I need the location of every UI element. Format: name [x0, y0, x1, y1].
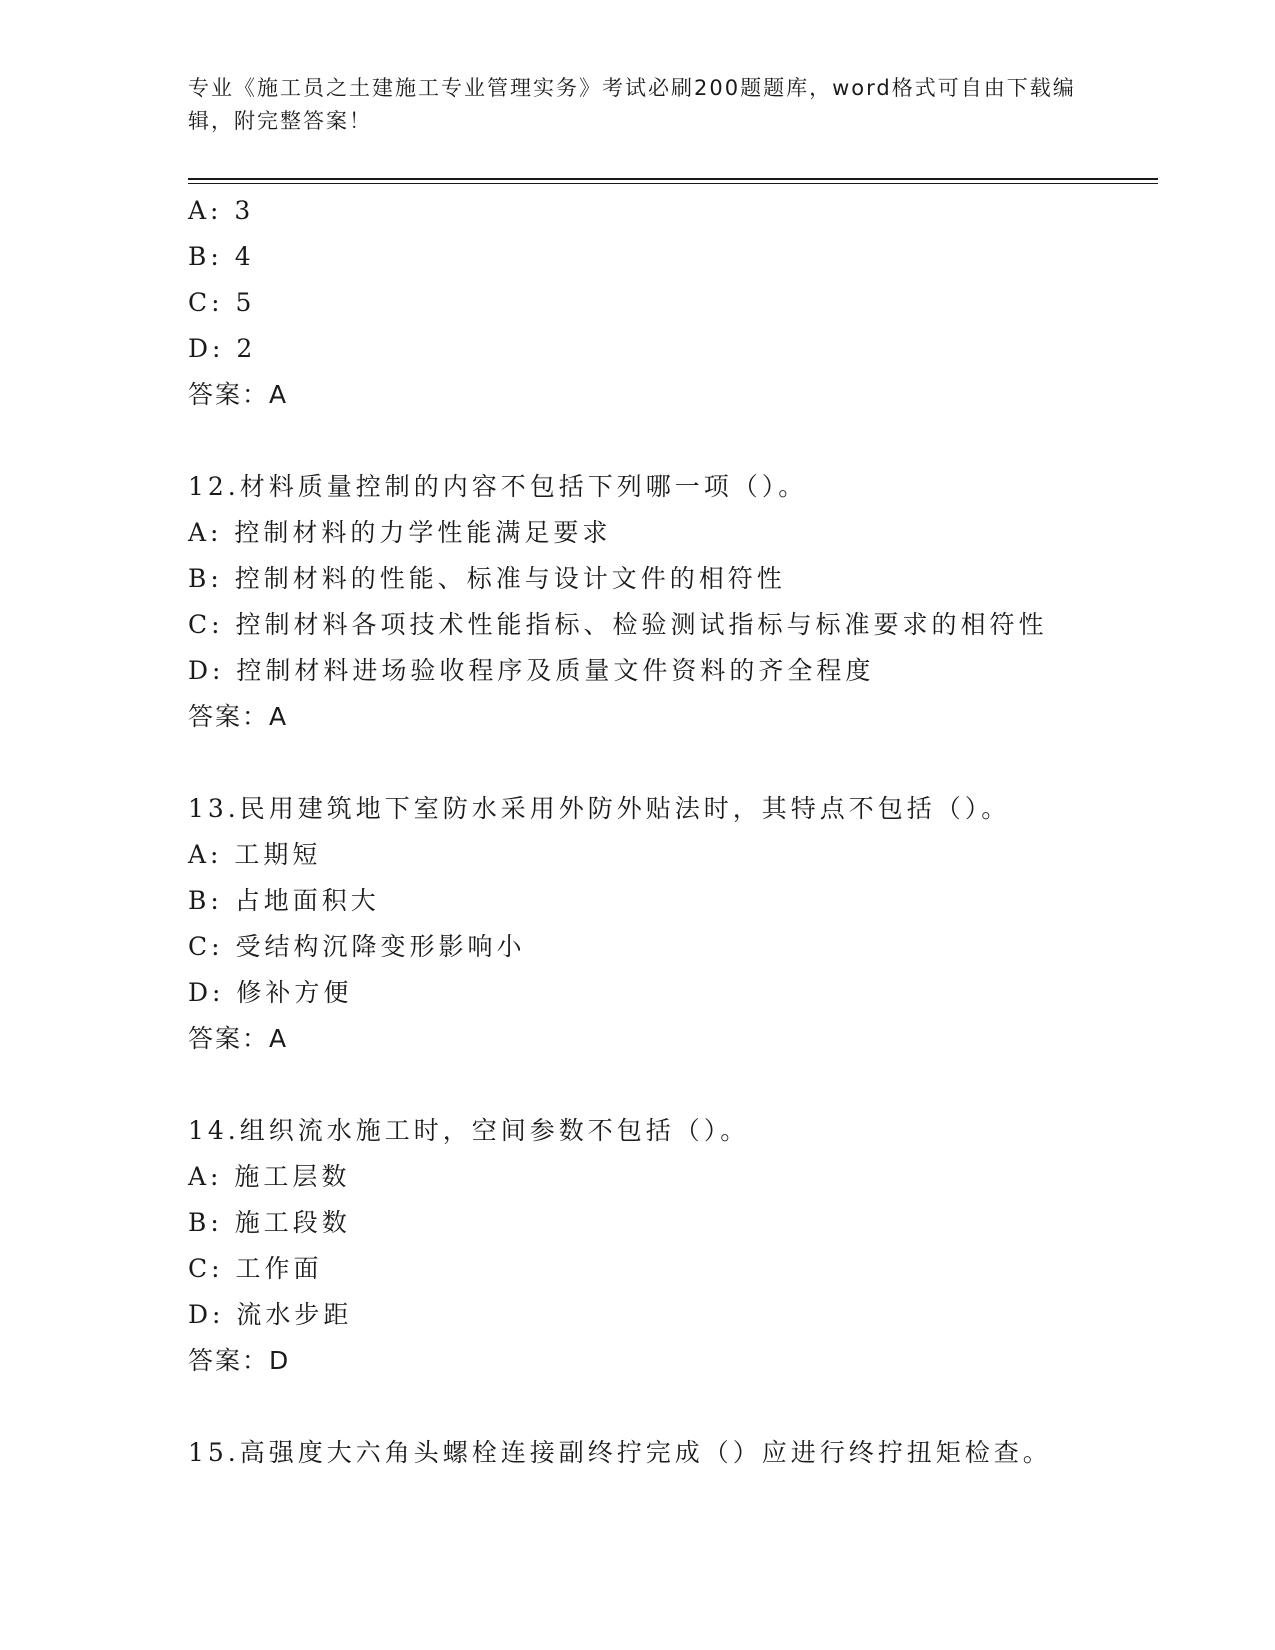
spacer	[188, 740, 1148, 786]
question-list	[188, 188, 1148, 1476]
option-c: C: 控制材料各项技术性能指标、检验测试指标与标准要求的相符性	[188, 610, 1048, 639]
option-c: C: 工作面	[188, 1254, 323, 1283]
question-14	[188, 1108, 1148, 1384]
option-d: D: 修补方便	[188, 978, 353, 1007]
question-12	[188, 464, 1148, 740]
question-stem: 14.组织流水施工时，空间参数不包括（）。	[188, 1116, 750, 1145]
question-13	[188, 786, 1148, 1062]
option-d: D: 流水步距	[188, 1300, 353, 1329]
spacer	[188, 1062, 1148, 1108]
option-d: D: 控制材料进场验收程序及质量文件资料的齐全程度	[188, 656, 875, 685]
spacer	[188, 1384, 1148, 1430]
question-stem: 13.民用建筑地下室防水采用外防外贴法时，其特点不包括（）。	[188, 794, 1011, 823]
spacer	[188, 418, 1148, 464]
answer-line: 答案：A	[188, 380, 289, 409]
header-divider-thin	[188, 183, 1158, 184]
option-a: A: 3	[188, 196, 255, 225]
option-b: B: 控制材料的性能、标准与设计文件的相符性	[188, 564, 786, 593]
option-c: C: 受结构沉降变形影响小	[188, 932, 526, 961]
option-b: B: 4	[188, 242, 255, 271]
answer-line: 答案：A	[188, 1024, 289, 1053]
option-a: A: 工期短	[188, 840, 322, 869]
option-d: D: 2	[188, 334, 257, 363]
option-b: B: 施工段数	[188, 1208, 351, 1237]
header-divider-thick	[188, 178, 1158, 180]
document-header: 专业《施工员之土建施工专业管理实务》考试必刷200题题库，word格式可自由下载编辑，附完整答案！	[188, 76, 1076, 133]
question-15	[188, 1430, 1148, 1476]
option-a: A: 控制材料的力学性能满足要求	[188, 518, 612, 547]
answer-line: 答案：A	[188, 702, 289, 731]
question-11-continued	[188, 188, 1148, 418]
option-a: A: 施工层数	[188, 1162, 351, 1191]
answer-line: 答案：D	[188, 1346, 291, 1375]
option-c: C: 5	[188, 288, 256, 317]
question-stem: 12.材料质量控制的内容不包括下列哪一项（）。	[188, 472, 808, 501]
question-stem: 15.高强度大六角头螺栓连接副终拧完成（）应进行终拧扭矩检查。	[188, 1438, 1052, 1467]
option-b: B: 占地面积大	[188, 886, 380, 915]
